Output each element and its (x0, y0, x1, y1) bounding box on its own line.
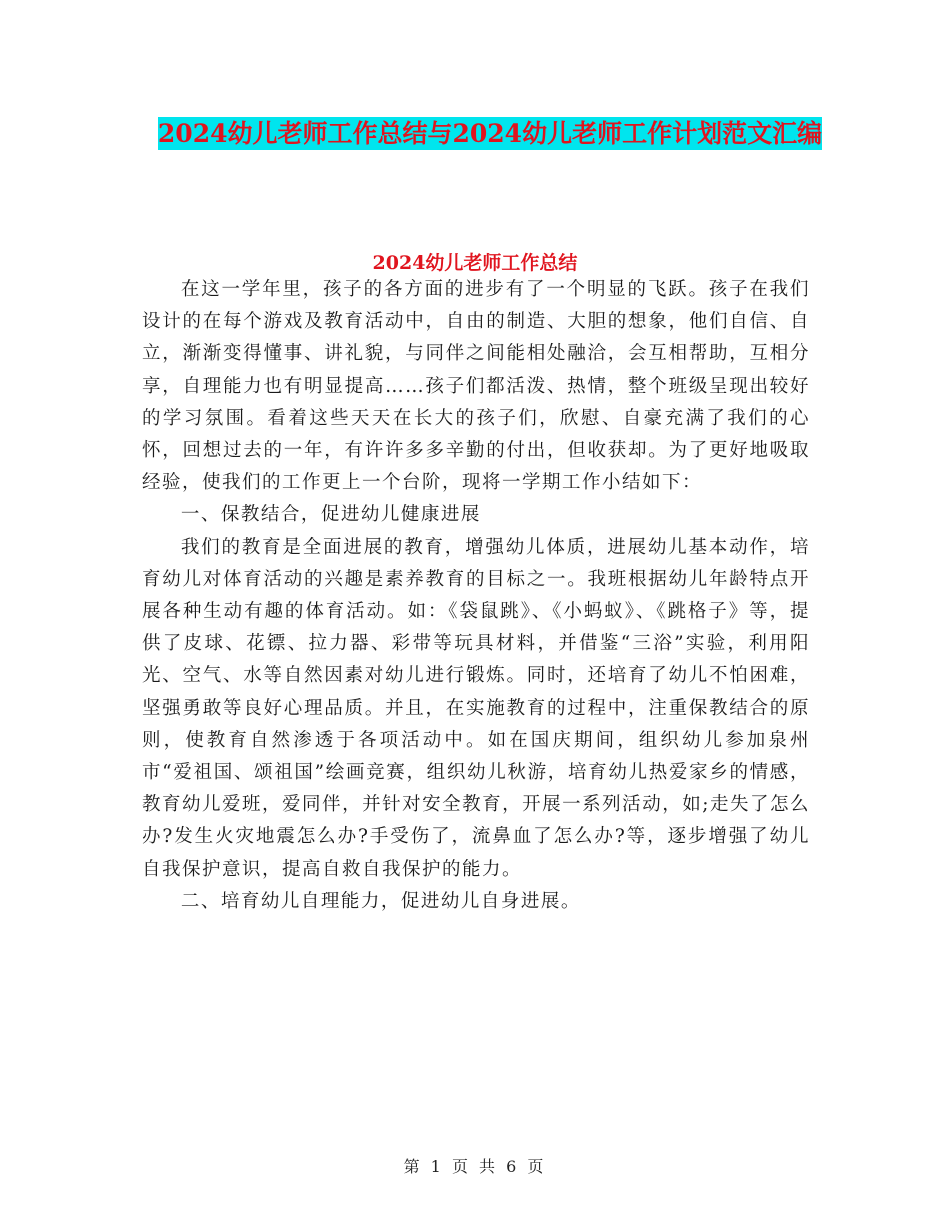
paragraph: 在这一学年里，孩子的各方面的进步有了一个明显的飞跃。孩子在我们设计的在每个游戏及教育活动中，自由的制造、大胆的想象，他们自信、自立，渐渐变得懂事、讲礼貌，与同伴之间能相处融洽，会互相帮助，互相分享，自理能力也有明显提高……孩子们都活泼、热情，整个班级呈现出较好的学习氛围。看着这些天天在长大的孩子们，欣慰、自豪充满了我们的心怀，回想过去的一年，有许许多多辛勤的付出，但收获却。为了更好地吸取经验，使我们的工作更上一个台阶，现将一学期工作小结如下： (142, 279, 810, 494)
section-heading: 2024幼儿老师工作总结 (372, 252, 578, 274)
paragraph: 一、保教结合，促进幼儿健康进展 (180, 504, 481, 526)
paragraph: 二、培育幼儿自理能力，促进幼儿自身进展。 (180, 890, 581, 912)
paragraph: 我们的教育是全面进展的教育，增强幼儿体质，进展幼儿基本动作，培育幼儿对体育活动的兴趣是素养教育的目标之一。我班根据幼儿年龄特点开展各种生动有趣的体育活动。如：《袋鼠跳》、《小蚂蚁》、《跳格子》等，提供了皮球、花镖、拉力器、彩带等玩具材料，并借鉴“三浴”实验，利用阳光、空气、水等自然因素对幼儿进行锻炼。同时，还培育了幼儿不怕困难，坚强勇敢等良好心理品质。并且，在实施教育的过程中，注重保教结合的原则，使教育自然渗透于各项活动中。如在国庆期间，组织幼儿参加泉州市“爱祖国、颂祖国”绘画竞赛，组织幼儿秋游，培育幼儿热爱家乡的情感，教育幼儿爱班，爱同伴，并针对安全教育，开展一系列活动，如;走失了怎么办?发生火灾地震怎么办?手受伤了，流鼻血了怎么办?等，逐步增强了幼儿自我保护意识，提高自救自我保护的能力。 (142, 536, 810, 880)
page-number-footer: 第 1 页 共 6 页 (403, 1157, 547, 1176)
document-body (142, 274, 810, 918)
document-title-text: 2024幼儿老师工作总结与2024幼儿老师工作计划范文汇编 (157, 119, 823, 148)
document-title (150, 110, 830, 158)
